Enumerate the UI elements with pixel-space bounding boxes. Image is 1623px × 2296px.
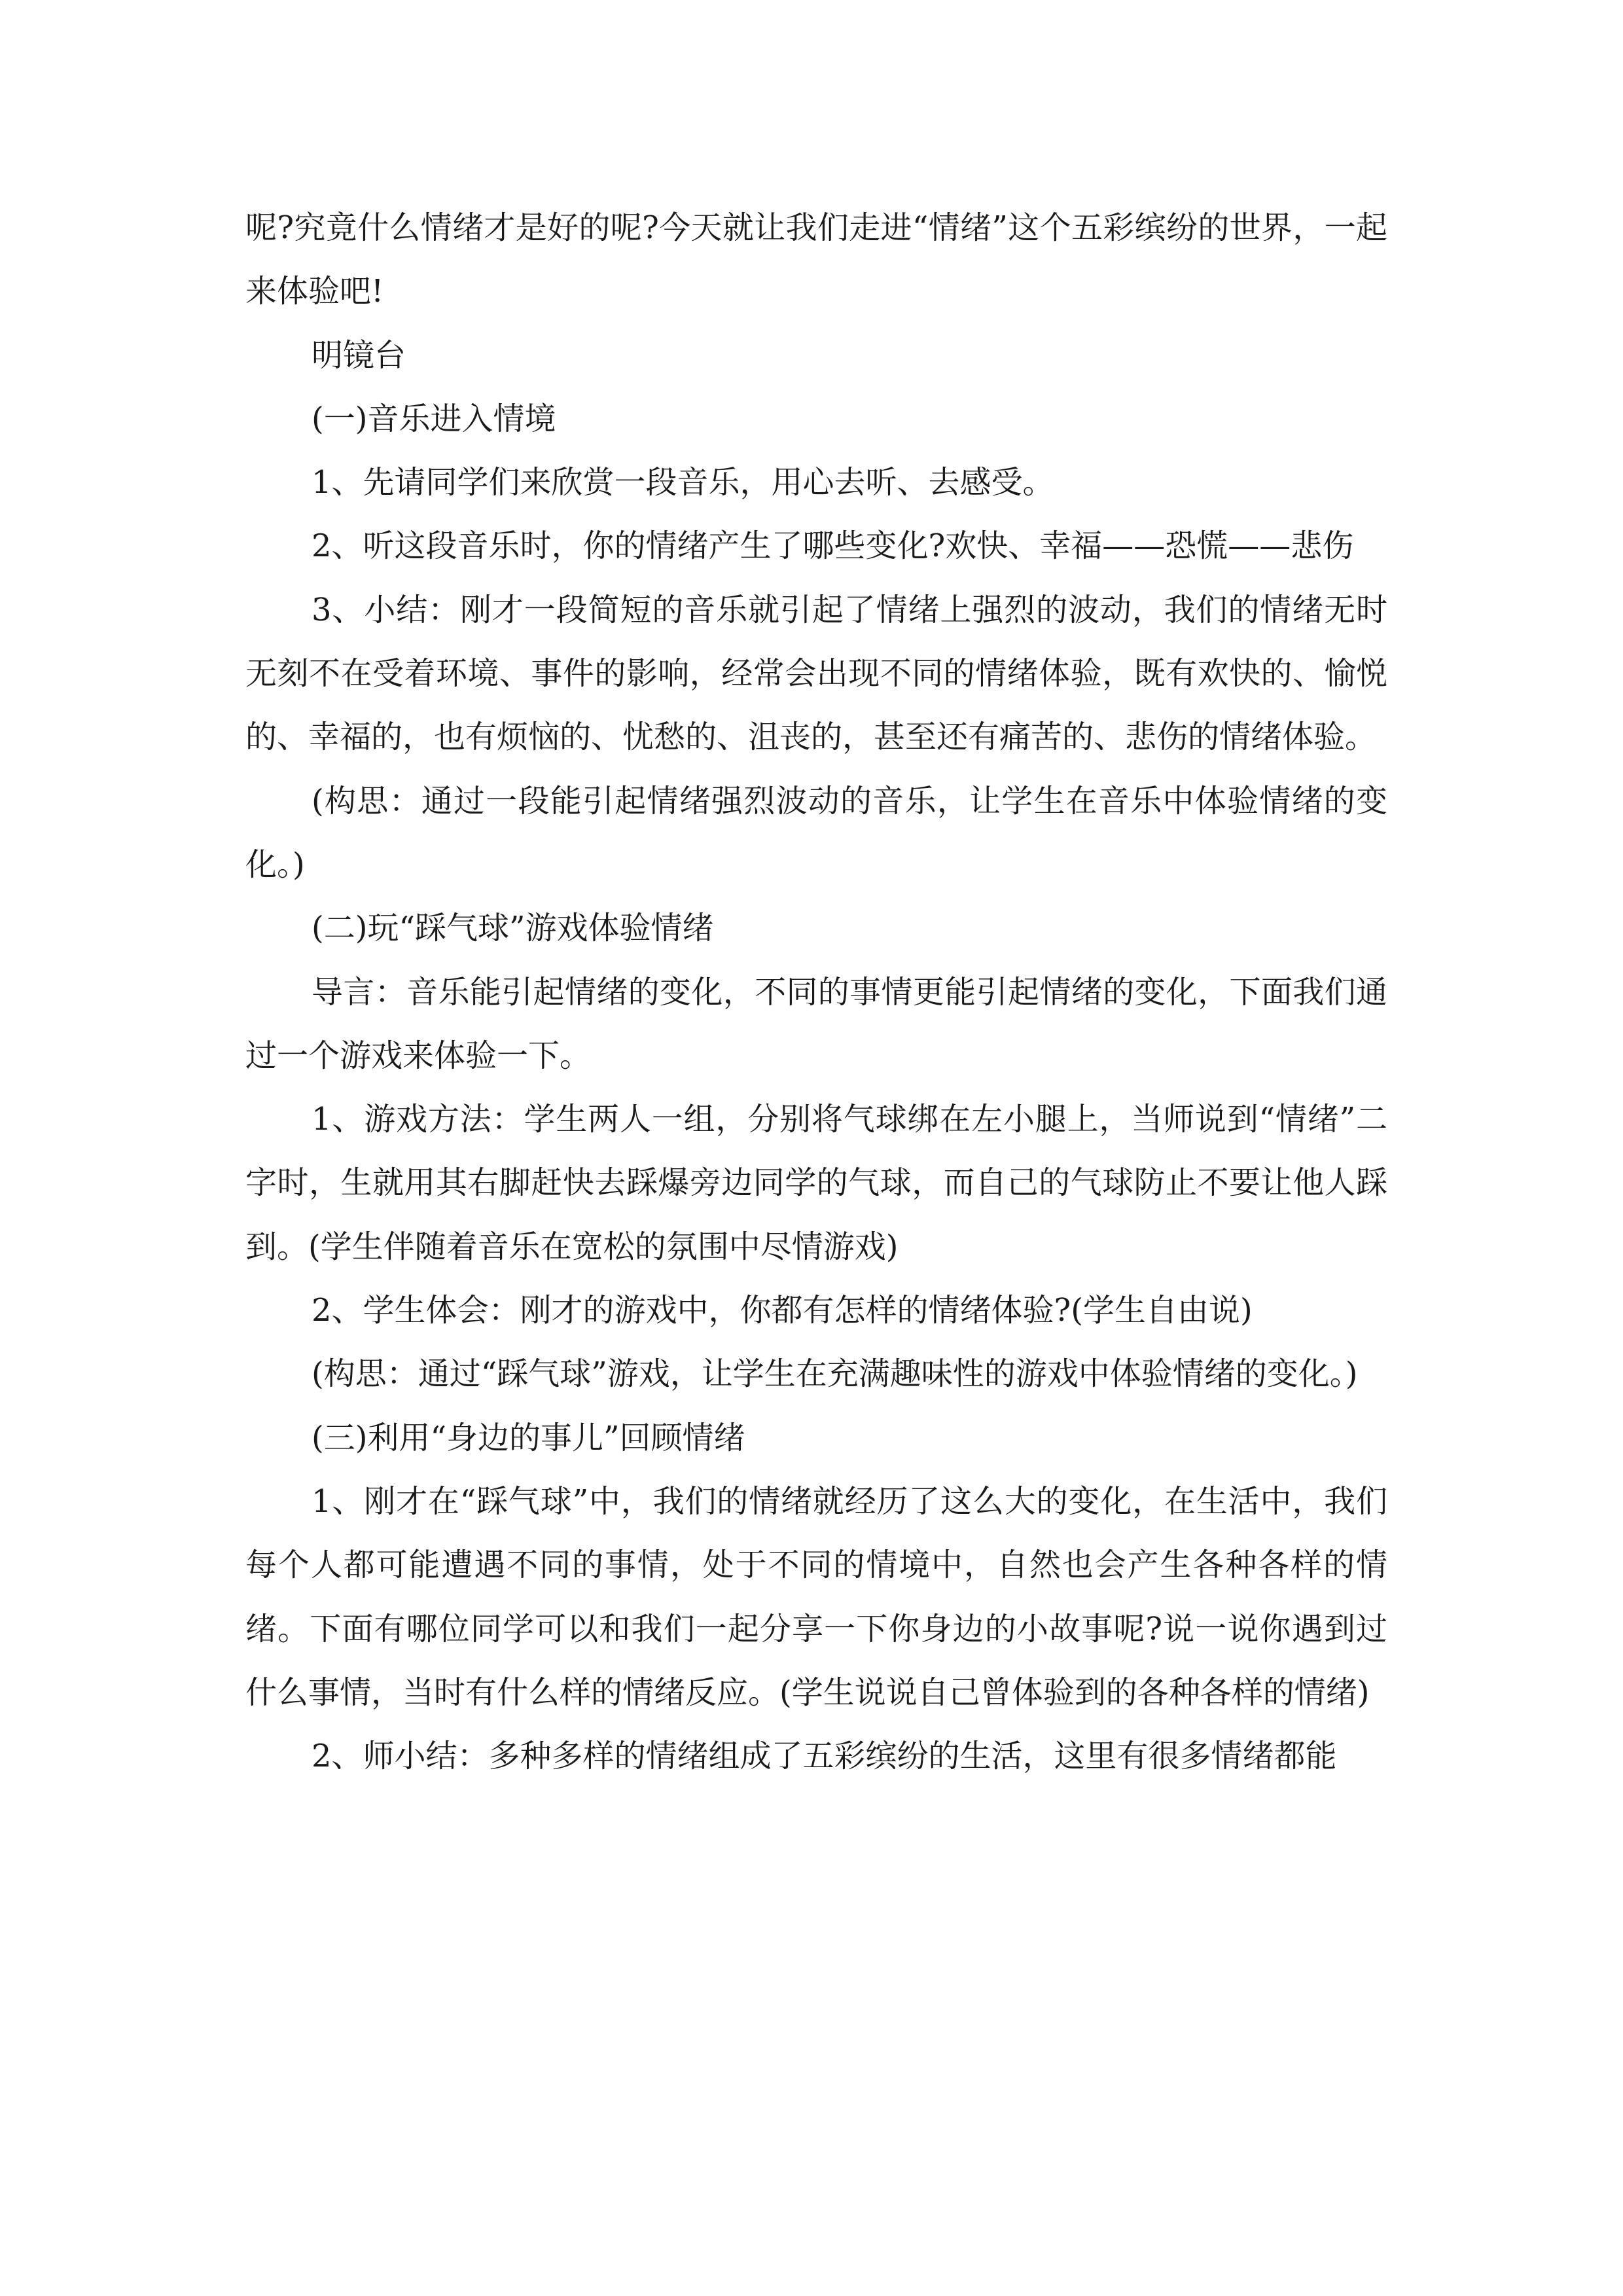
paragraph-step-2-2: 2、学生体会：刚才的游戏中，你都有怎样的情绪体验?(学生自由说) <box>312 1292 1253 1329</box>
paragraph-step-1-2: 2、听这段音乐时，你的情绪产生了哪些变化?欢快、幸福——恐慌——悲伤 <box>312 528 1354 565</box>
paragraph-design-note-2: (构思：通过“踩气球”游戏，让学生在充满趣味性的游戏中体验情绪的变化。) <box>312 1355 1358 1393</box>
subsection-heading-3: (三)利用“身边的事儿”回顾情绪 <box>312 1419 745 1456</box>
paragraph-step-2-1: 1、游戏方法：学生两人一组，分别将气球绑在左小腿上，当师说到“情绪”二字时，生就用其右脚赶快去踩爆旁边同学的气球，而自己的气球防止不要让他人踩到。(学生伴随着音乐在宽松的氛围中尽情游戏) <box>245 1101 1387 1265</box>
subsection-heading-1: (一)音乐进入情境 <box>312 400 556 437</box>
document-body <box>245 196 1387 1788</box>
section-heading-mingjingtai: 明镜台 <box>312 336 406 374</box>
paragraph-step-1-3: 3、小结：刚才一段简短的音乐就引起了情绪上强烈的波动，我们的情绪无时无刻不在受着环境、事件的影响，经常会出现不同的情绪体验，既有欢快的、愉悦的、幸福的，也有烦恼的、忧愁的、沮丧的，甚至还有痛苦的、悲伤的情绪体验。 <box>245 591 1387 756</box>
subsection-heading-2: (二)玩“踩气球”游戏体验情绪 <box>312 910 714 947</box>
paragraph-step-3-1: 1、刚才在“踩气球”中，我们的情绪就经历了这么大的变化，在生活中，我们每个人都可能遭遇不同的事情，处于不同的情境中，自然也会产生各种各样的情绪。下面有哪位同学可以和我们一起分享一下你身边的小故事呢?说一说你遇到过什么事情，当时有什么样的情绪反应。(学生说说自己曾体验到的各种各样的情绪) <box>245 1482 1387 1711</box>
paragraph-step-3-2: 2、师小结：多种多样的情绪组成了五彩缤纷的生活，这里有很多情绪都能 <box>312 1738 1337 1775</box>
paragraph-intro-2: 导言：音乐能引起情绪的变化，不同的事情更能引起情绪的变化，下面我们通过一个游戏来体验一下。 <box>245 973 1387 1074</box>
paragraph-design-note-1: (构思：通过一段能引起情绪强烈波动的音乐，让学生在音乐中体验情绪的变化。) <box>245 782 1387 883</box>
paragraph-step-1-1: 1、先请同学们来欣赏一段音乐，用心去听、去感受。 <box>312 464 1054 501</box>
paragraph-intro-continuation: 呢?究竟什么情绪才是好的呢?今天就让我们走进“情绪”这个五彩缤纷的世界，一起来体验吧! <box>245 209 1387 310</box>
